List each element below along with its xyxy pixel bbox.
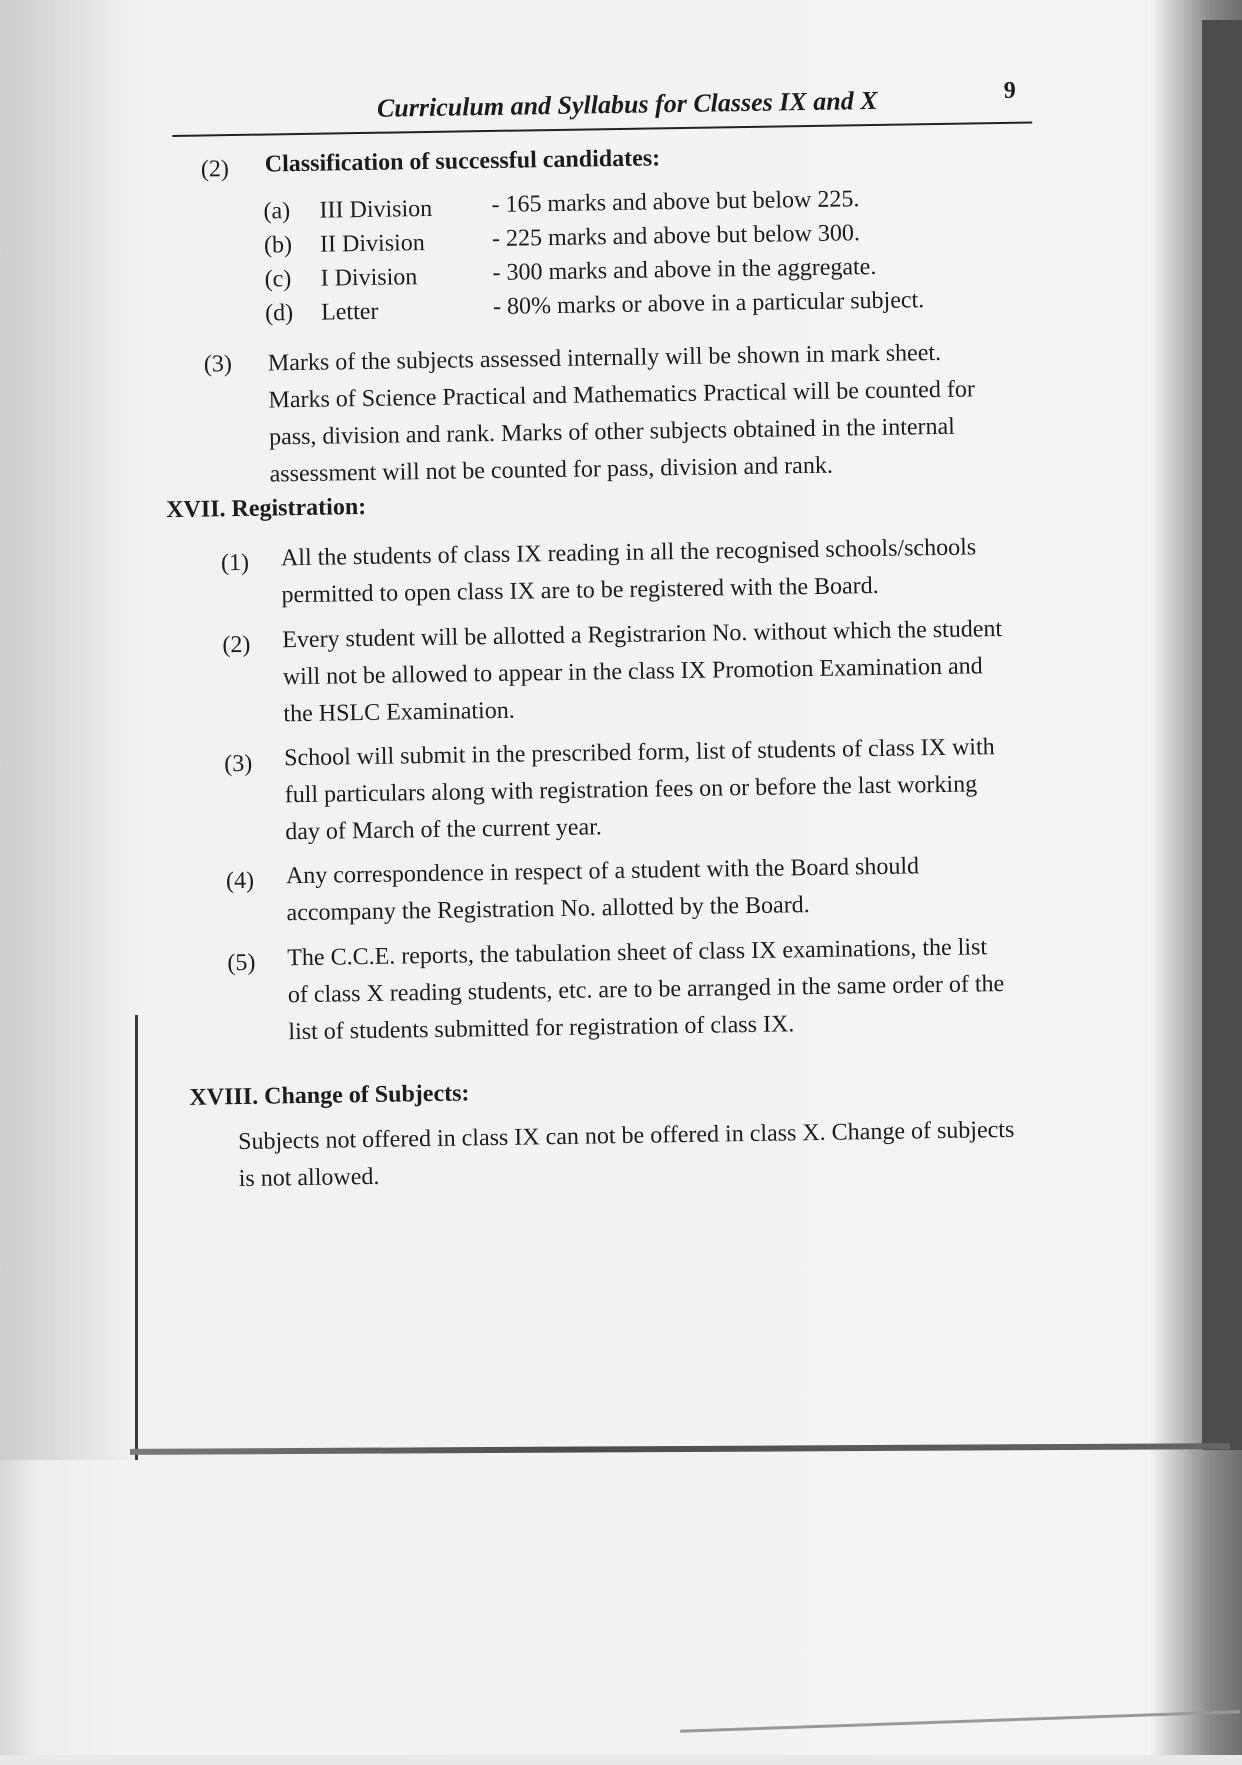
classification-heading: Classification of successful candidates: [264, 145, 661, 178]
text-line: assessment will not be counted for pass, division and rank. [269, 452, 834, 488]
registration-item-text [282, 611, 1004, 733]
text-line: of class X reading students, etc. are to be arranged in the same order of the [287, 971, 1005, 1009]
text-line: permitted to open class IX are to be registered with the Board. [281, 572, 879, 609]
change-heading: XVIII. Change of Subjects: [189, 1080, 470, 1111]
classification-item-desc: - 300 marks and above in the aggregate. [492, 253, 877, 286]
registration-item-number: (1) [220, 549, 250, 577]
running-header [172, 77, 1033, 137]
text-line: day of March of the current year. [285, 814, 602, 846]
registration-item-text [286, 848, 920, 932]
text-line: will not be allowed to appear in the class IX Promotion Examination and [282, 653, 983, 691]
classification-item-desc: - 80% marks or above in a particular subject. [492, 287, 925, 320]
text-line: Subjects not offered in class IX can not be offered in class X. Change of subjects [237, 1116, 1015, 1156]
text-line: Marks of the subjects assessed internally will be shown in mark sheet. [267, 339, 942, 377]
registration-item-number: (3) [224, 750, 253, 778]
classification-item-label: (d) [264, 300, 294, 327]
classification-item-desc: - 165 marks and above but below 225. [491, 186, 860, 218]
classification-number: (2) [200, 156, 230, 183]
text-line: The C.C.E. reports, the tabulation sheet of class IX examinations, the list [287, 934, 988, 972]
text-line: accompany the Registration No. allotted by the Board. [286, 892, 810, 927]
header-title: Curriculum and Syllabus for Classes IX and X [376, 85, 878, 123]
page-number: 9 [1003, 77, 1016, 104]
text-line: Any correspondence in respect of a student with the Board should [285, 853, 920, 890]
classification-item-desc: - 225 marks and above but below 300. [491, 220, 861, 252]
registration-item-text [287, 929, 1005, 1051]
change-paragraph [238, 1112, 1015, 1198]
registration-item-number: (4) [225, 867, 255, 895]
text-line: Marks of Science Practical and Mathematics Practical will be counted for [268, 376, 976, 414]
text-line: School will submit in the prescribed form, list of students of class IX with [283, 734, 995, 772]
classification-item-name: I Division [320, 264, 418, 292]
registration-item-number: (2) [222, 631, 251, 659]
registration-heading: XVII. Registration: [166, 493, 367, 524]
classification-item-label: (a) [263, 198, 291, 225]
registration-item-text [281, 529, 977, 614]
text-line: All the students of class IX reading in all the recognised schools/schools [280, 534, 977, 572]
classification-item-name: Letter [320, 298, 379, 326]
registration-item-text [284, 729, 996, 851]
classification-item-name: II Division [319, 230, 425, 258]
classification-item-name: III Division [319, 195, 433, 224]
classification-item-label: (c) [264, 266, 292, 293]
text-line: Every student will be allotted a Registrarion No. without which the student [282, 616, 1003, 654]
text-line: is not allowed. [238, 1163, 380, 1193]
text-line: pass, division and rank. Marks of other subjects obtained in the internal [268, 413, 956, 451]
marks-number: (3) [203, 351, 233, 378]
marks-paragraph [268, 334, 977, 493]
text-line: full particulars along with registration fees on or before the last working [284, 771, 978, 809]
classification-item-label: (b) [263, 232, 293, 259]
text-line: list of students submitted for registration of class IX. [288, 1011, 795, 1046]
text-line: the HSLC Examination. [283, 697, 515, 728]
registration-item-number: (5) [227, 949, 256, 977]
